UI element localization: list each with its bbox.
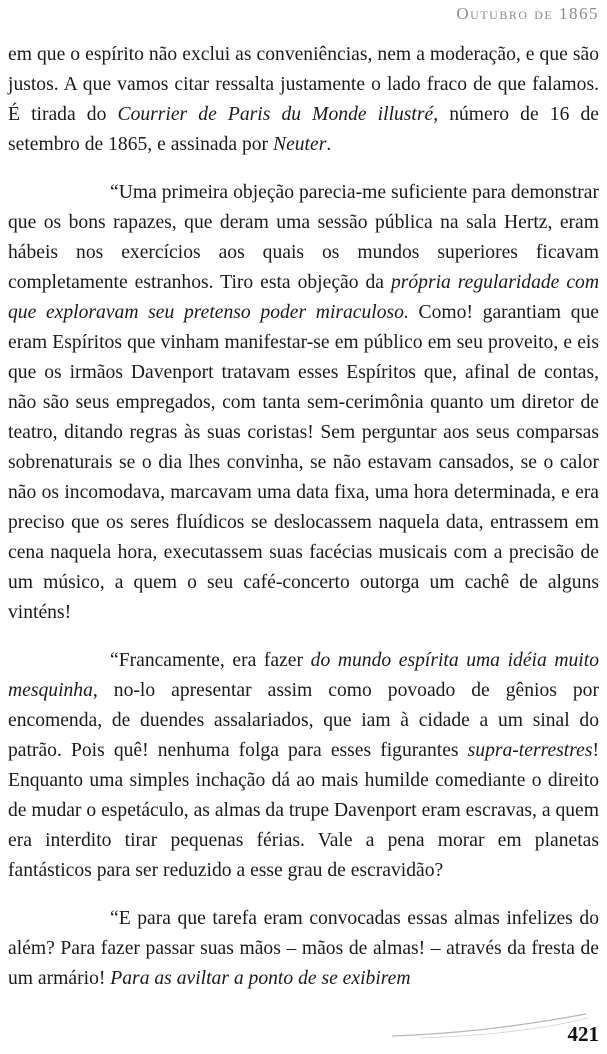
paragraph-4: “E para que tarefa eram convocadas essas almas infelizes do além? Para fazer passar suas mãos – mãos de almas! – através da fresta de um armário! Para as aviltar a ponto de se exibirem: [8, 908, 599, 989]
italic-emphasis: própria regularidade com que exploravam seu pretenso poder miraculoso.: [8, 272, 599, 323]
paragraph-2: “Uma primeira objeção parecia-me suficiente para demonstrar que os bons rapazes, que deram uma sessão pública na sala Hertz, eram hábeis nos exercícios aos quais os mundos superiores ficavam completamente estranhos. Tiro esta objeção da própria regularidade com que exploravam seu pretenso poder miraculoso. Como! garantiam que eram Espíritos que vinham manifestar-se em público em seu proveito, e eis que os irmãos Davenport tratavam esses Espíritos que, afinal de contas, não são seus empregados, com tanta sem-cerimônia quanto um diretor de teatro, ditando regras às suas coristas! Sem perguntar aos seus comparsas sobrenaturais se o dia lhes convinha, se não estavam cansados, se o calor não os incomodava, marcavam uma data fixa, uma hora determinada, e era preciso que os seres fluídicos se deslocassem naquela data, entrassem em cena naquela hora, executassem suas facécias musicais com a precisão de um músico, a quem o seu café-concerto outorga um cachê de alguns vinténs!: [8, 182, 599, 623]
italic-emphasis: supra-terrestres: [467, 740, 593, 761]
italic-author: Neuter: [273, 134, 327, 155]
running-header: Outubro de 1865: [456, 4, 599, 23]
paragraph-1: em que o espírito não exclui as conveniências, nem a moderação, e que são justos. A que vamos citar ressalta justamente o lado fraco de que falamos. É tirada do Courrier de Paris du Monde illustré, número de 16 de setembro de 1865, e assinada por Neuter.: [8, 44, 599, 155]
italic-title: Courrier de Paris du Monde illustré: [117, 104, 434, 125]
decorative-flourish: [390, 1010, 590, 1040]
italic-emphasis: do mundo espírita uma idéia muito mesquinha: [8, 650, 599, 701]
page-number: 421: [567, 1022, 599, 1046]
italic-emphasis: Para as aviltar a ponto de se exibirem: [110, 968, 411, 989]
paragraph-3: “Francamente, era fazer do mundo espírita uma idéia muito mesquinha, no-lo apresentar assim como povoado de gênios por encomenda, de duendes assalariados, que iam à cidade a um sinal do patrão. Pois quê! nenhuma folga para esses figurantes supra-terrestres! Enquanto uma simples inchação dá ao mais humilde comediante o direito de mudar o espetáculo, as almas da trupe Davenport eram escravas, a quem era interdito tirar pequenas férias. Vale a pena morar em planetas fantásticos para ser reduzido a esse grau de escravidão?: [8, 650, 599, 881]
page-body: [8, 40, 599, 994]
